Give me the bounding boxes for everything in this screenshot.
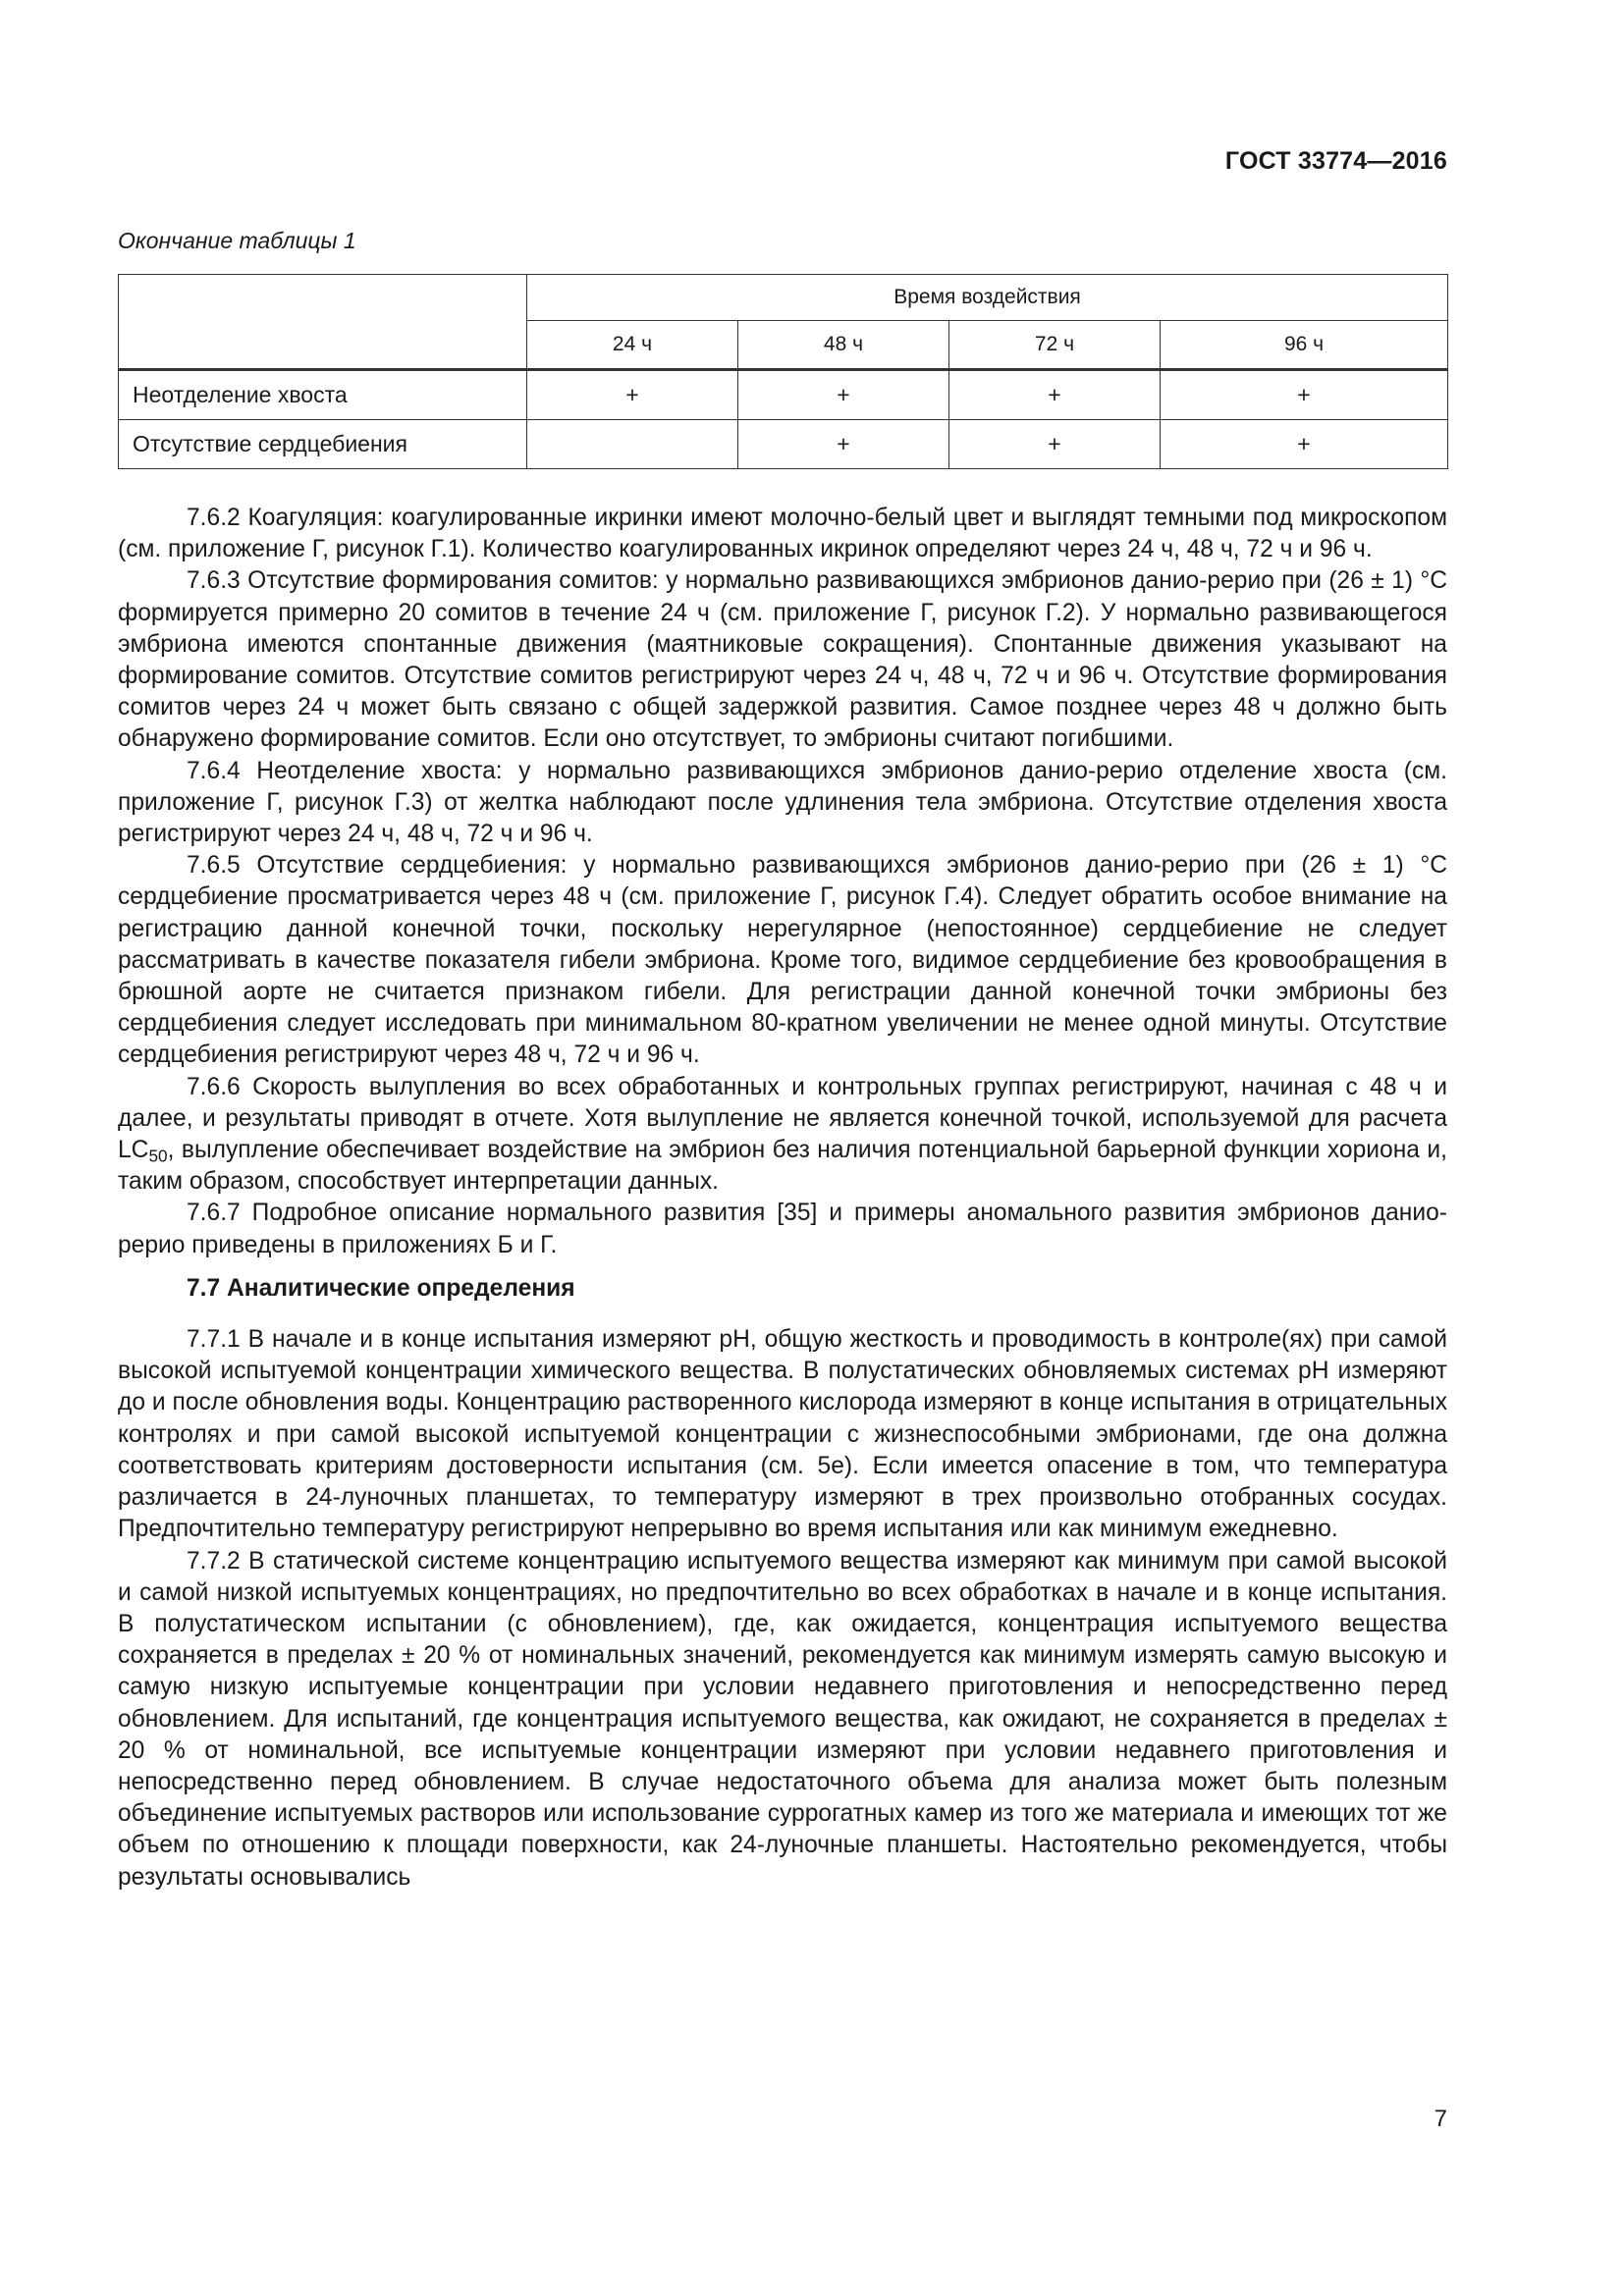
- table-cell: +: [1161, 420, 1448, 469]
- table-cell: +: [738, 370, 949, 420]
- table-corner-cell: [119, 275, 527, 370]
- paragraph-7-6-6: [118, 1072, 1447, 1199]
- table-cell: +: [949, 370, 1161, 420]
- paragraph-7-6-7: 7.6.7 Подробное описание нормального развития [35] и примеры аномального развития эмбрионов данио-рерио приведены в приложениях Б и Г.: [118, 1200, 1447, 1258]
- row-label: Отсутствие сердцебиения: [119, 420, 527, 469]
- endpoints-table: [118, 274, 1448, 469]
- table-cell: +: [738, 420, 949, 469]
- paragraph-7-6-6-part-b: , вылупление обеспечивает воздействие на эмбрион без наличия потенциальной барьерной функции хориона и, таким образом, способствует интерпретации данных.: [118, 1137, 1447, 1196]
- paragraph-7-7-1: 7.7.1 В начале и в конце испытания измеряют рН, общую жесткость и проводимость в контроле(ях) при самой высокой испытуемой концентрации химического вещества. В полустатических обновляемых системах рН измеряют до и после обновления воды. Концентрацию растворенного кислорода измеряют в конце испытания в отрицательных контролях и при самой высокой испытуемой концентрации с жизнеспособными эмбрионами, где она должна соответствовать критериям достоверности испытания (см. 5е). Если имеется опасение в том, что температура различается в 24-луночных планшетах, то температуру измеряют в трех произвольно отобранных сосудах. Предпочтительно температуру регистрируют непрерывно во время испытания или как минимум ежедневно.: [118, 1326, 1447, 1543]
- exposure-time-header: Время воздействия: [527, 275, 1448, 321]
- paragraph-7-6-5: 7.6.5 Отсутствие сердцебиения: у нормально развивающихся эмбрионов данио-рерио при (26 ± 1) °С сердцебиение просматривается через 48 ч (см. приложение Г, рисунок Г.4). Следует обратить особое внимание на регистрацию данной конечной точки, поскольку нерегулярное (непостоянное) сердцебиение не следует рассматривать в качестве показателя гибели эмбриона. Кроме того, видимое сердцебиение без кровообращения в брюшной аорте не считается признаком гибели. Для регистрации данной конечной точки эмбрионы без сердцебиения следует исследовать при минимальном 80-кратном увеличении не менее одной минуты. Отсутствие сердцебиения регистрируют через 48 ч, 72 ч и 96 ч.: [118, 852, 1447, 1069]
- table-header-row: [119, 275, 1448, 321]
- column-96h: 96 ч: [1161, 321, 1448, 370]
- table-cell: [527, 420, 738, 469]
- column-48h: 48 ч: [738, 321, 949, 370]
- table-row: [119, 420, 1448, 469]
- table-caption: Окончание таблицы 1: [118, 228, 356, 253]
- table-cell: +: [949, 420, 1161, 469]
- paragraph-7-6-3: 7.6.3 Отсутствие формирования сомитов: у нормально развивающихся эмбрионов данио-рерио при (26 ± 1) °С формируется примерно 20 сомитов в течение 24 ч (см. приложение Г, рисунок Г.2). У нормально развивающегося эмбриона имеются спонтанные движения (маятниковые сокращения). Спонтанные движения указывают на формирование сомитов. Отсутствие сомитов регистрируют через 24 ч, 48 ч, 72 ч и 96 ч. Отсутствие формирования сомитов через 24 ч может быть связано с общей задержкой развития. Самое позднее через 48 ч должно быть обнаружено формирование сомитов. Если оно отсутствует, то эмбрионы считают погибшими.: [118, 567, 1447, 753]
- table-cell: +: [527, 370, 738, 420]
- table-cell: +: [1161, 370, 1448, 420]
- column-24h: 24 ч: [527, 321, 738, 370]
- paragraph-7-6-6-part-a: 7.6.6 Скорость вылупления во всех обработанных и контрольных группах регистрируют, начиная с 48 ч и далее, и результаты приводят в отчете. Хотя вылупление не является конечной точкой, используемой для расчета LC: [118, 1073, 1447, 1164]
- table-row: [119, 370, 1448, 420]
- section-heading-7-7: 7.7 Аналитические определения: [187, 1274, 575, 1302]
- body-text: [118, 503, 1447, 1894]
- row-label: Неотделение хвоста: [119, 370, 527, 420]
- paragraph-7-6-4: 7.6.4 Неотделение хвоста: у нормально развивающихся эмбрионов данио-рерио отделение хвоста (см. приложение Г, рисунок Г.3) от желтка наблюдают после удлинения тела эмбриона. Отсутствие отделения хвоста регистрируют через 24 ч, 48 ч, 72 ч и 96 ч.: [118, 757, 1447, 848]
- paragraph-7-6-2: 7.6.2 Коагуляция: коагулированные икринки имеют молочно-белый цвет и выглядят темными под микроскопом (см. приложение Г, рисунок Г.1). Количество коагулированных икринок определяют через 24 ч, 48 ч, 72 ч и 96 ч.: [118, 505, 1447, 563]
- page-number: 7: [1434, 2106, 1447, 2132]
- column-72h: 72 ч: [949, 321, 1161, 370]
- lc50-subscript: 50: [148, 1146, 168, 1166]
- document-page: [118, 0, 1447, 2296]
- standard-code: ГОСТ 33774—2016: [1224, 147, 1447, 175]
- paragraph-7-7-2: 7.7.2 В статической системе концентрацию испытуемого вещества измеряют как минимум при самой высокой и самой низкой испытуемых концентрациях, но предпочтительно во всех обработках в начале и в конце испытания. В полустатическом испытании (с обновлением), где, как ожидается, концентрация испытуемого вещества сохраняется в пределах ± 20 % от номинальных значений, рекомендуется как минимум измерять самую высокую и самую низкую испытуемые концентрации при условии недавнего приготовления и непосредственно перед обновлением. Для испытаний, где концентрация испытуемого вещества, как ожидают, не сохраняется в пределах ± 20 % от номинальной, все испытуемые концентрации измеряют при условии недавнего приготовления и непосредственно перед обновлением. В случае недостаточного объема для анализа может быть полезным объединение испытуемых растворов или использование суррогатных камер из того же материала и имеющих тот же объем по отношению к площади поверхности, как 24-луночные планшеты. Настоятельно рекомендуется, чтобы результаты основывались: [118, 1547, 1447, 1891]
